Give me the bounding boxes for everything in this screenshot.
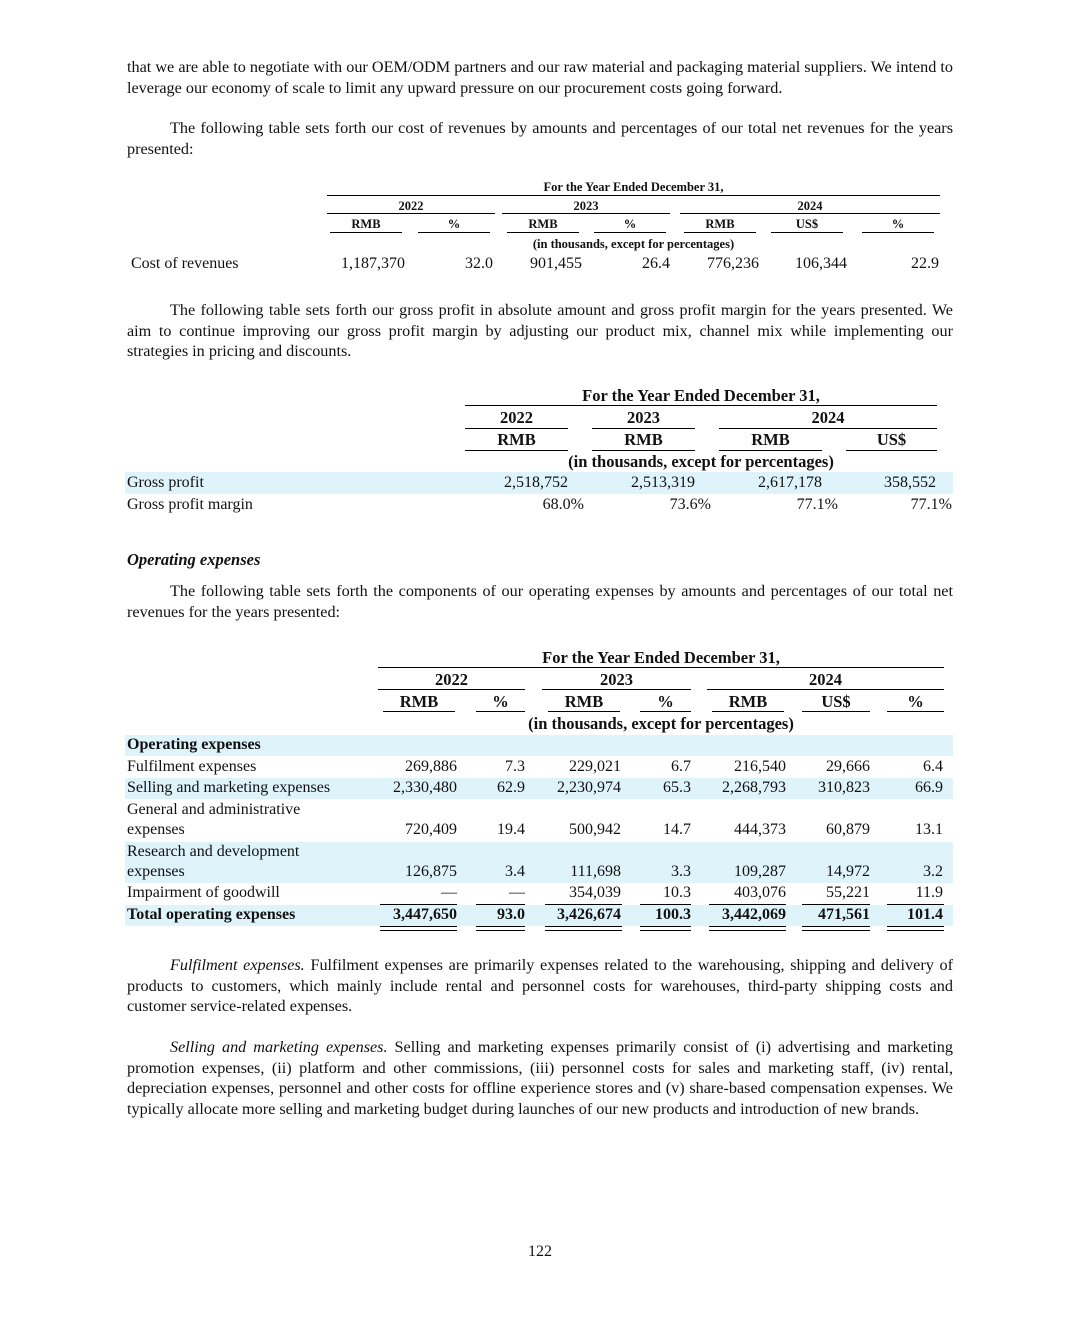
cell: 3.2 [923, 863, 943, 880]
cell: 77.1% [910, 496, 952, 513]
cell: 77.1% [796, 496, 838, 513]
paragraph-lead: Selling and marketing expenses. [170, 1038, 388, 1056]
cell: 106,344 [795, 255, 847, 272]
row-label: Selling and marketing expenses [127, 779, 331, 796]
cell: 2,268,793 [722, 779, 786, 796]
total-cell: 3,426,674 [557, 906, 621, 923]
paragraph-gross-profit [127, 300, 953, 362]
year-header: 2022 [435, 670, 468, 689]
year-header: 2023 [627, 408, 660, 427]
paragraph-text: The following table sets forth our cost of revenues by amounts and percentages of our total net revenues for the years presented: [127, 119, 953, 158]
cell: 2,518,752 [504, 474, 568, 491]
cell: — [509, 884, 525, 901]
cell: 32.0 [465, 255, 493, 272]
cell: 65.3 [663, 779, 691, 796]
cell: 73.6% [669, 496, 711, 513]
table-title: For the Year Ended December 31, [542, 648, 780, 667]
col-header: US$ [795, 217, 819, 231]
cell: 66.9 [915, 779, 943, 796]
cell: 403,076 [734, 884, 786, 901]
cell: 22.9 [911, 255, 939, 272]
col-header: RMB [705, 217, 735, 231]
cell: 11.9 [915, 884, 943, 901]
paragraph-fulfilment [127, 955, 953, 1017]
paragraph-text: The following table sets forth our gross profit in absolute amount and gross profit margin for the years presented. We aim to continue improving our gross profit margin by adjusting our product mix, channel mix while implementing our strategies in pricing and discounts. [127, 301, 953, 360]
cell: 10.3 [663, 884, 691, 901]
total-cell: 3,447,650 [393, 906, 457, 923]
cell: 13.1 [915, 821, 943, 838]
paragraph-text: Selling and marketing expenses primarily consist of (i) advertising and marketing promotion expenses, (ii) platform and other commissions, (iii) personnel costs for sales and marketing staff, (iv) rental, depreciation expenses, personnel and other costs for offline experience stores and (v) share-based compensation expenses. We typically allocate more selling and marketing budget during launches of our new products and introduction of new brands. [127, 1038, 953, 1118]
paragraph-selling-marketing [127, 1037, 953, 1119]
year-header: 2024 [797, 199, 823, 213]
section-label: Operating expenses [127, 736, 261, 753]
total-cell: 471,561 [818, 906, 870, 923]
total-cell: 100.3 [655, 906, 691, 923]
col-header: % [657, 692, 674, 711]
cell: 310,823 [818, 779, 870, 796]
row-label: Gross profit [127, 474, 204, 491]
row-label: Research and development [127, 843, 300, 860]
cell: 7.3 [505, 758, 525, 775]
year-header: 2023 [600, 670, 633, 689]
paragraph-intro: that we are able to negotiate with our OEM/ODM partners and our raw material and packaging material suppliers. We intend to leverage our economy of scale to limit any upward pressure on our procurement costs going forward. [127, 58, 953, 97]
total-cell: 3,442,069 [722, 906, 786, 923]
page-number: 122 [528, 1243, 552, 1260]
total-cell: 101.4 [907, 906, 943, 923]
col-header: RMB [351, 217, 381, 231]
col-header: RMB [751, 430, 790, 449]
cell: 60,879 [826, 821, 870, 838]
cell: 2,617,178 [758, 474, 822, 491]
cell: 55,221 [826, 884, 870, 901]
row-label: Fulfilment expenses [127, 758, 257, 775]
unit-note: (in thousands, except for percentages) [532, 237, 735, 251]
cell: 901,455 [530, 255, 582, 272]
section-heading: Operating expenses [127, 550, 261, 569]
cell: 14.7 [663, 821, 691, 838]
cell: 126,875 [405, 863, 457, 880]
table-title: For the Year Ended December 31, [582, 386, 820, 405]
cell: 776,236 [707, 255, 759, 272]
col-header: % [907, 692, 924, 711]
total-cell: 93.0 [497, 906, 525, 923]
paragraph-cost-of-revenues [127, 118, 953, 159]
cell: 6.7 [671, 758, 691, 775]
cell: 14,972 [826, 863, 870, 880]
year-header: 2024 [809, 670, 842, 689]
cell: — [441, 884, 457, 901]
cell: 29,666 [826, 758, 870, 775]
table-title: For the Year Ended December 31, [543, 180, 724, 194]
unit-note: (in thousands, except for percentages) [568, 452, 834, 471]
cell: 1,187,370 [341, 255, 405, 272]
paragraph-operating-expenses [127, 581, 953, 622]
cell: 68.0% [542, 496, 584, 513]
paragraph-text: Fulfilment expenses are primarily expenses related to the warehousing, shipping and delivery of products to customers, which mainly include rental and personnel costs for warehouses, third-party shipping costs and customer service-related expenses. [127, 956, 953, 1015]
cell: 6.4 [923, 758, 943, 775]
cell: 354,039 [569, 884, 621, 901]
cell: 3.3 [671, 863, 691, 880]
row-label: General and administrative [127, 801, 301, 818]
col-header: RMB [399, 692, 439, 711]
cell: 229,021 [569, 758, 621, 775]
year-header: 2022 [500, 408, 533, 427]
row-label-cont: expenses [127, 863, 185, 880]
cell: 2,230,974 [557, 779, 621, 796]
cell: 62.9 [497, 779, 525, 796]
cell: 500,942 [569, 821, 621, 838]
cell: 3.4 [505, 863, 525, 880]
col-header: US$ [876, 430, 907, 449]
cell: 444,373 [734, 821, 786, 838]
col-header: RMB [564, 692, 604, 711]
col-header: % [447, 217, 461, 231]
cell: 19.4 [497, 821, 525, 838]
col-header: % [623, 217, 637, 231]
cell: 2,513,319 [631, 474, 695, 491]
total-row-label: Total operating expenses [127, 906, 296, 923]
cell: 216,540 [734, 758, 786, 775]
row-label: Impairment of goodwill [127, 884, 280, 901]
row-label: Cost of revenues [131, 255, 239, 272]
cell: 26.4 [642, 255, 670, 272]
year-header: 2023 [573, 199, 599, 213]
cell: 269,886 [405, 758, 457, 775]
cell: 109,287 [734, 863, 786, 880]
year-header: 2022 [398, 199, 424, 213]
cell: 2,330,480 [393, 779, 457, 796]
col-header: RMB [528, 217, 558, 231]
col-header: RMB [497, 430, 536, 449]
col-header: % [492, 692, 509, 711]
col-header: RMB [728, 692, 768, 711]
row-label-cont: expenses [127, 821, 185, 838]
row-label: Gross profit margin [127, 496, 253, 513]
col-header: RMB [624, 430, 663, 449]
cell: 111,698 [570, 863, 621, 880]
col-header: US$ [821, 692, 851, 711]
paragraph-text: The following table sets forth the components of our operating expenses by amounts and percentages of our total net revenues for the years presented: [127, 582, 953, 621]
unit-note: (in thousands, except for percentages) [528, 714, 794, 733]
col-header: % [891, 217, 905, 231]
paragraph-lead: Fulfilment expenses. [170, 956, 305, 974]
year-header: 2024 [811, 408, 845, 427]
cell: 720,409 [405, 821, 457, 838]
cell: 358,552 [884, 474, 936, 491]
